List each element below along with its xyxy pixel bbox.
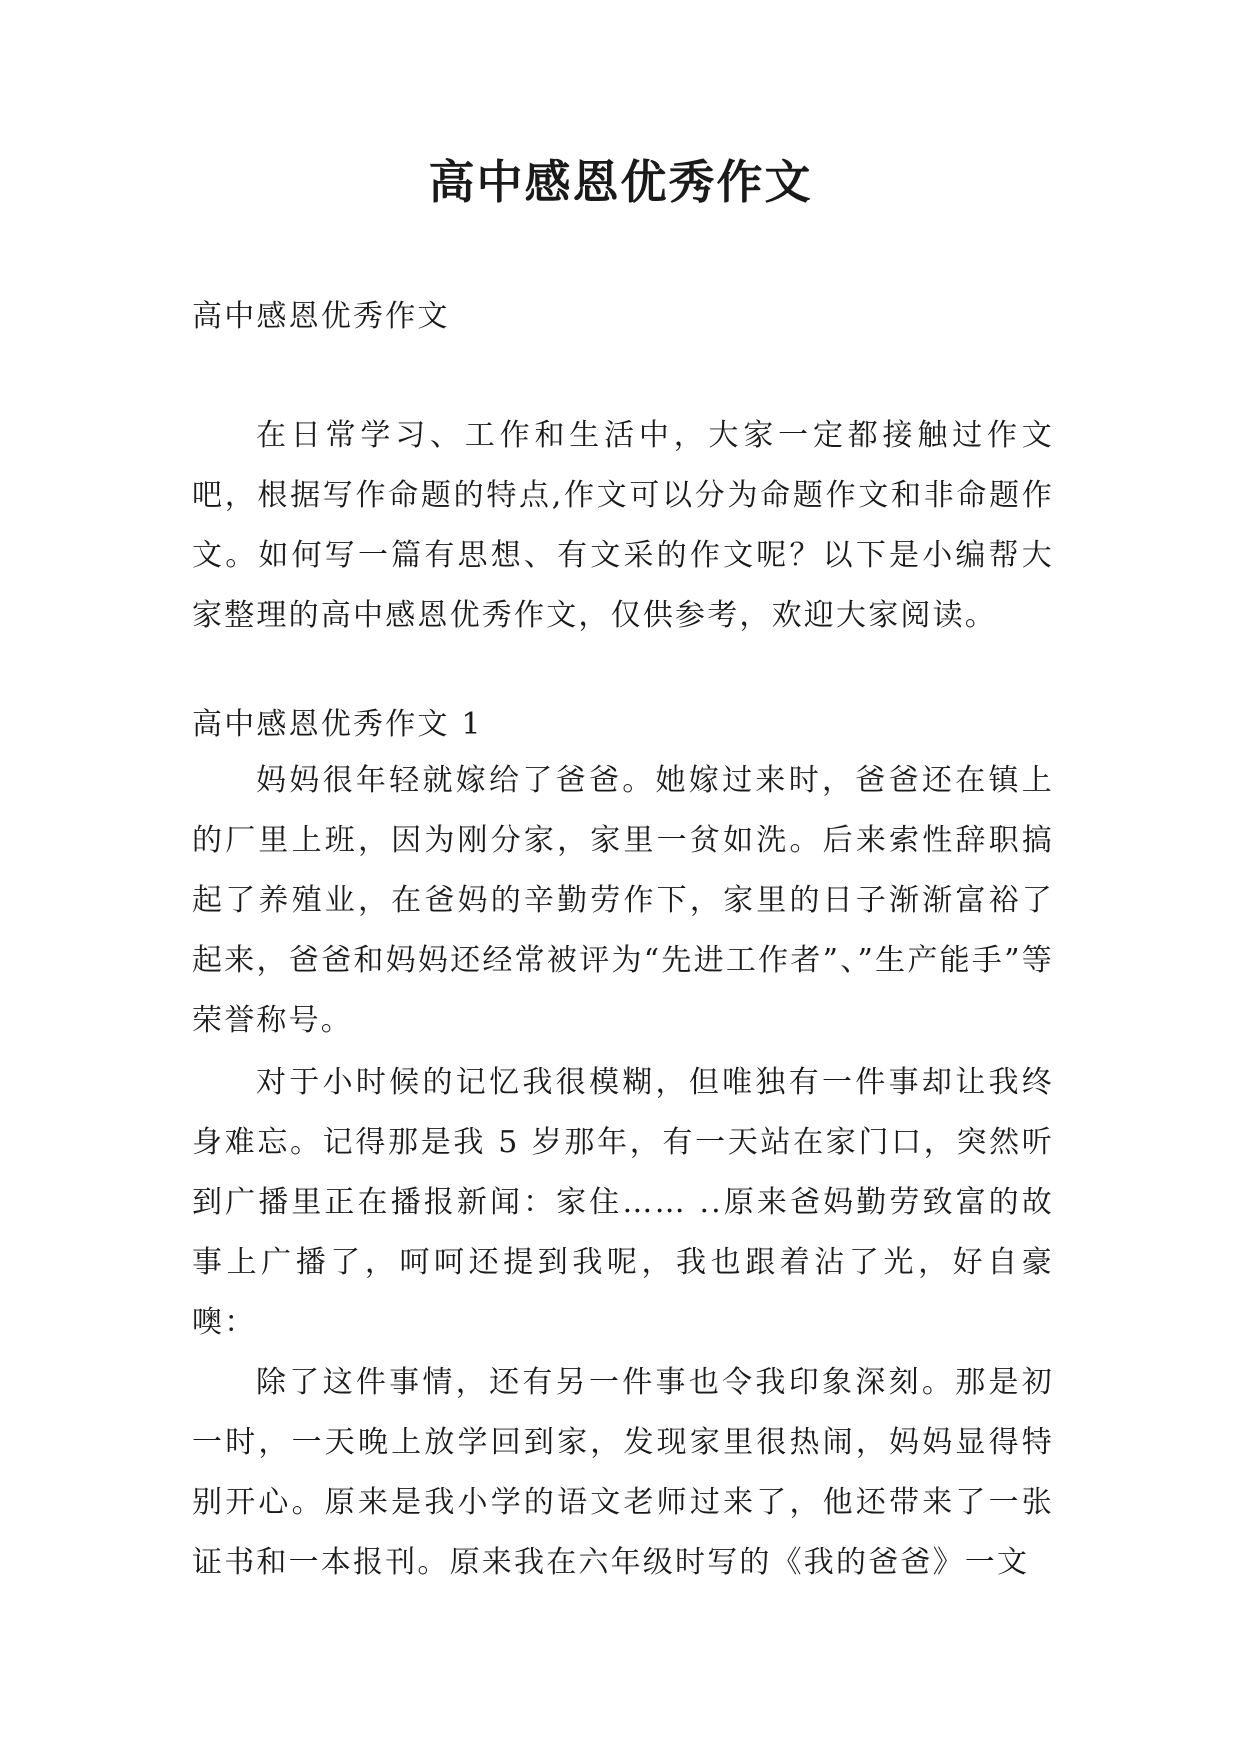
document-title: 高中感恩优秀作文 <box>428 155 813 209</box>
document-subtitle: 高中感恩优秀作文 <box>192 299 450 334</box>
essay-paragraph-2: 对于小时候的记忆我很模糊，但唯独有一件事却让我终身难忘。记得那是我 5 岁那年，有一天站在家门口，突然听到广播里正在播报新闻：家住…… ..原来爸妈勤劳致富的故事上广播了，呵呵还提到我呢，我也跟着沾了光，好自豪噢： <box>192 1065 1054 1340</box>
intro-paragraph: 在日常学习、工作和生活中，大家一定都接触过作文吧，根据写作命题的特点,作文可以分为命题作文和非命题作文。如何写一篇有思想、有文采的作文呢？以下是小编帮大家整理的高中感恩优秀作文，仅供参考，欢迎大家阅读。 <box>192 418 1054 633</box>
essay-paragraph-1: 妈妈很年轻就嫁给了爸爸。她嫁过来时，爸爸还在镇上的厂里上班，因为刚分家，家里一贫如洗。后来索性辞职搞起了养殖业，在爸妈的辛勤劳作下，家里的日子渐渐富裕了起来，爸爸和妈妈还经常被评为“先进工作者”、”生产能手”等荣誉称号。 <box>192 763 1054 1038</box>
essay-heading: 高中感恩优秀作文 1 <box>192 707 483 742</box>
essay-paragraph-3: 除了这件事情，还有另一件事也令我印象深刻。那是初一时，一天晚上放学回到家，发现家里很热闹，妈妈显得特别开心。原来是我小学的语文老师过来了，他还带来了一张证书和一本报刊。原来我在六年级时写的《我的爸爸》一文 <box>192 1365 1054 1580</box>
